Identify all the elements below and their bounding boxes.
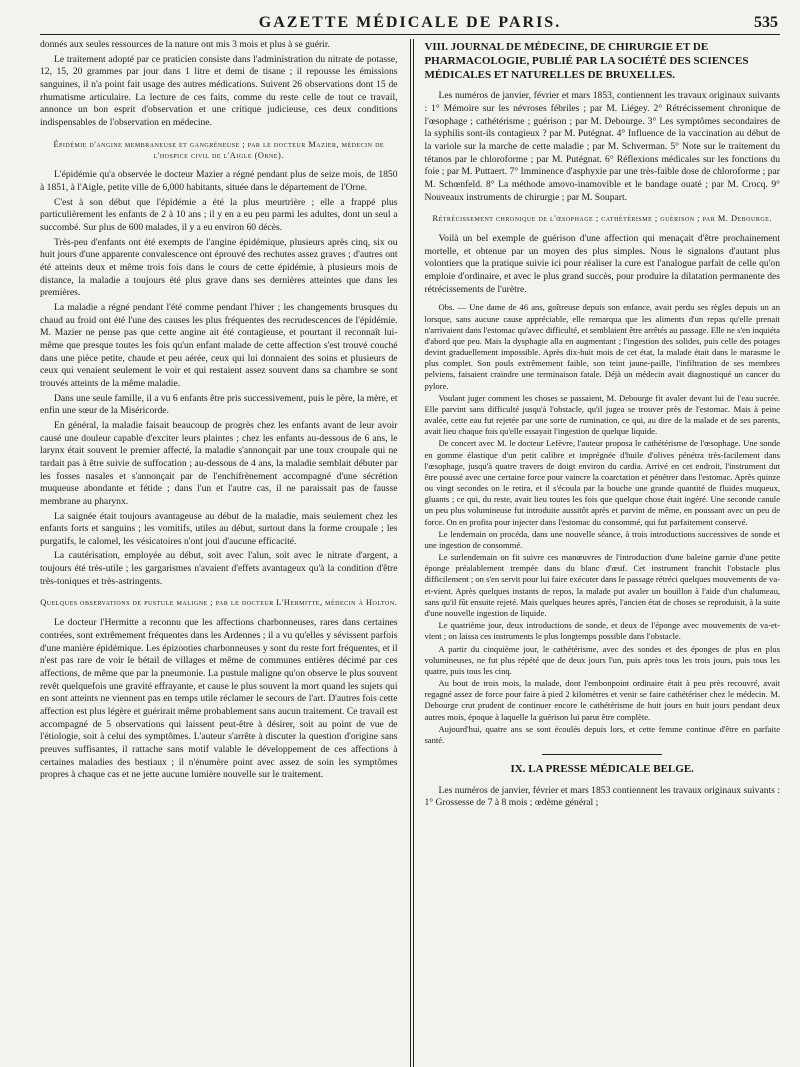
article-paragraph: En général, la maladie faisait beaucoup de progrès chez les enfants avant de leur avoir causé une douleur capable d'exciter leurs plaintes ; chez les enfants au-dessous de 6 ans, le larynx était souvent le premier affecté, la maladie s'annonçait par une toux croupale qui ne tardait pas à être suivie de suffocation ; au-dessous de 4 ans, la maladie semblait débuter par les fosses nasales et s'annonçait par de l'enchifrènement accompagné d'une sécrétion muqueuse abondante et fétide ; dans l'un et l'autre cas, il ne paraissait pas de fausse membrane au pharynx. <box>40 419 398 507</box>
article-paragraph: La cautérisation, employée au début, soit avec l'alun, soit avec le nitrate d'argent, a toujours été très-utile ; les gargarismes n'avaient d'effets avantageux qu'à la condition d'être très-toniques et très-astringents. <box>40 550 398 587</box>
journal-title: GAZETTE MÉDICALE DE PARIS. <box>258 14 562 31</box>
two-column-body <box>40 39 780 1067</box>
observation-paragraph: Le lendemain on procéda, dans une nouvelle séance, à trois introductions successives de sonde et une ingestion de consommé. <box>424 528 781 550</box>
right-column <box>418 39 780 1067</box>
intro-paragraph: Le traitement adopté par ce praticien consiste dans l'administration du nitrate de potasse, 12, 15, 20 grammes par jour dans 1 litre et demi de tisane ; il repousse les émissions sanguines, il n'a point fait usage des autres médications. Suivent 26 observations dont 15 de rhumatisme articulaire. La lecture de ces faits, comme du reste celle de tout ce travail, annonce un bon esprit d'observation et une critique judicieuse, ces deux conditions indispensables de l'observation en médecine. <box>40 53 398 128</box>
article-paragraph: C'est à son début que l'épidémie a été la plus meurtrière ; elle a frappé plus particulièrement les enfants de 2 à 10 ans ; il y en a eu peu parmi les adultes, dont un seul a succombé. Sur plus de 600 malades, il y a eu environ 60 décès. <box>40 196 398 234</box>
article-paragraph: Voilà un bel exemple de guérison d'une affection qui menaçait d'être prochainement mortelle, et obtenue par un moyen des plus simples. Nous le signalons d'autant plus volontiers que la pratique suivie ici pour réaliser la cure est l'analogue parfait de celle qu'on emploie d'ordinaire, et avec le plus grand succès, pour produire la dilatation permanente des rétrécissements de l'urètre. <box>424 233 781 295</box>
section-paragraph: Les numéros de janvier, février et mars 1853 contiennent les travaux originaux suivants : 1° Grossesse de 7 à 8 mois ; œdème général ; <box>424 784 781 809</box>
observation-paragraph: A partir du cinquième jour, le cathétérisme, avec des sondes et des éponges de plus en plus volumineuses, ne fut plus répété que de deux jours l'un, puis après tous les trois jours, puis tous les quatre, puis tous les cinq. <box>424 643 781 676</box>
article-paragraph: Très-peu d'enfants ont été exempts de l'angine épidémique, plusieurs après cinq, six ou huit jours d'une apparente convalescence ont éprouvé des rechutes assez graves ; d'autres ont été atteints deux et même trois fois dans le cours de cette épidémie, à plusieurs mois de distance, la maladie a toujours été plus grave dans ses dernières atteintes que dans les premières. <box>40 236 398 299</box>
observation-paragraph: Aujourd'hui, quatre ans se sont écoulés depuis lors, et cette femme continue d'être en parfaite santé. <box>424 723 781 745</box>
intro-paragraph: donnés aux seules ressources de la nature ont mis 3 mois et plus à se guérir. <box>40 39 330 50</box>
observation-paragraph: Le quatrième jour, deux introductions de sonde, et deux de l'éponge avec mouvements de va-et-vient ; on laissa ces instruments le plus longtemps possible dans l'obstacle. <box>424 620 781 642</box>
observation-paragraph: De concert avec M. le docteur Lefèvre, l'auteur proposa le cathétérisme de l'œsophage. Une sonde en gomme élastique d'un petit calibre et imprégnée d'huile d'olives pénétra très-facilement dans l'œsophage, jusqu'à quatre travers de doigt environ du cardia. Arrivé en cet endroit, l'instrument dut être poussé avec une certaine force pour vaincre la coarctation et pénétrer dans l'estomac. Après quinze ou vingt secondes on le retira, et il s'écoula par la bouche une grande quantité de fluides muqueux, gluants ; ce qui, du reste, avait lieu toutes les fois que quelque chose était ingéré. Une seconde canule un peu plus volumineuse fut introduite aussitôt après et parvint de même, en poussant avec un peu de force. On en profita pour injecter dans l'estomac du consommé, qui fut parfaitement conservé. <box>424 438 781 527</box>
article-paragraph: Dans une seule famille, il a vu 6 enfants être pris successivement, puis le père, la mère, et enfin une sœur de la Miséricorde. <box>40 392 398 417</box>
article-heading: Quelques observations de pustule maligne ; par le docteur L'Hermitte, médecin à Holton. <box>40 598 398 608</box>
section-heading: IX. LA PRESSE MÉDICALE BELGE. <box>510 763 694 776</box>
observation-paragraph: Obs. — Une dame de 46 ans, goîtreuse depuis son enfance, avait perdu ses règles depuis un an lorsque, sans aucune cause appréciable, elle remarqua que les aliments d'un repas qu'elle prenait n'arrivaient dans l'estomac qu'avec difficulté, et semblaient être arrêtés au passage. Elle ne s'en inquiéta d'abord que peu. Mais la dysphagie alla en augmentant ; l'ingestion des solides, puis celle des potages devint graduellement impossible. Après dix-huit mois de cet état, la malade était dans le marasme le plus complet. Son pouls extrêmement faible, son teint jaune-paille, l'infiltration de ses membres pelviens, faisaient craindre une terminaison fatale. Déjà un médecin avait diagnostiqué un cancer du pylore. <box>424 302 781 391</box>
article-paragraph: L'épidémie qu'a observée le docteur Mazier a régné pendant plus de seize mois, de 1850 à 1851, à l'Aigle, petite ville de 6,000 habitants, située dans le département de l'Orne. <box>40 169 398 194</box>
article-paragraph: La maladie a régné pendant l'été comme pendant l'hiver ; les changements brusques du chaud au froid ont été l'une des causes les plus fréquentes des recrudescences de l'épidémie. M. Mazier ne pense pas que cette angine ait été contagieuse, et pourtant il reconnaît lui-même que presque toutes les fois qu'un enfant malade de cette affection s'est trouvé couché dans une pièce petite, chaude et peu aérée, ceux qui lui donnaient des soins et plusieurs de ceux qui venaient seulement le voir et qui restaient assez souvent dans sa chambre se sont trouvés atteints de la même maladie. <box>40 302 398 389</box>
page-number: 535 <box>754 14 778 31</box>
article-paragraph: Le docteur l'Hermitte a reconnu que les affections charbonneuses, rares dans certaines contrées, sont extrêmement fréquentes dans les Ardennes ; il a vu qu'elles y sévissent parfois d'une manière épidémique. Les épizooties charbonneuses y sont du reste fort fréquentes, et il n'est pas rare de voir le bétail de villages et même de communes entières décimé par ces affections, de même que par la pneumonie. La pustule maligne qu'on observe le plus souvent revêt quelquefois une gravité effrayante, et cause le plus souvent la mort quand les sujets qui en sont atteints ne viennent pas en temps utile réclamer le secours de l'art. D'autres fois cette affection est plus légère et guérirait même probablement sans aucun traitement. Ce travail est accompagné de 5 observations qui laissent peut-être à désirer, soit au point de vue de l'étiologie, soit à celui des symptômes. L'auteur s'arrête à discuter la question d'origine sans preuves suffisantes, il rattache sans motif valable le développement de ces affections à certaines maladies des bestiaux ; il n'énumère point avec assez de soin les symptômes propres à chaque cas et ne jette aucune lumière nouvelle sur le traitement. <box>40 617 398 781</box>
article-heading: Rétrécissement chronique de l'œsophage ; cathétérisme ; guérison ; par M. Debourge. <box>432 214 772 224</box>
section-heading: VIII. JOURNAL DE MÉDECINE, DE CHIRURGIE ET DE PHARMACOLOGIE, PUBLIÉ PAR LA SOCIÉTÉ DES SCIENCES MÉDICALES ET NATURELLES DE BRUXELLES. <box>424 41 749 81</box>
article-heading: Épidémie d'angine membraneuse et gangréneuse ; par le docteur Mazier, médecin de l'hospice civil de l'Aigle (Orne). <box>53 139 385 160</box>
article-paragraph: La saignée était toujours avantageuse au début de la maladie, mais seulement chez les enfants forts et sanguins ; les vomitifs, utiles au début, surtout dans la forme croupale ; les purgatifs, le calomel, les vésicatoires n'ont joui d'aucune efficacité. <box>40 510 398 547</box>
section-separator <box>542 754 662 755</box>
page-header <box>40 12 780 35</box>
left-column <box>40 39 406 1067</box>
observation-paragraph: Le surlendemain on fit suivre ces manœuvres de l'introduction d'une baleine garnie d'une petite éponge préalablement trempée dans du blanc d'œuf. Cet instrument franchit l'obstacle plus difficilement ; on s'en servit pour lui faire exécuter dans le passage rétréci quelques mouvements de va-et-vient. Après quelques instants de repos, la malade put avaler un bouillon à l'aide d'un chalumeau, sans qu'il fût ensuite rejeté. Mais quelques heures après, l'ancien état de choses se reproduisit, à la suite d'une nouvelle ingestion de liquide. <box>424 552 781 618</box>
observation-block <box>424 302 780 746</box>
section-paragraph: Les numéros de janvier, février et mars 1853, contiennent les travaux originaux suivants : 1° Mémoire sur les névroses fébriles ; par M. Liégey. 2° Rétrécissement chronique de l'œsophage ; cathétérisme ; guérison ; par M. Debourge. 3° Les symptômes secondaires de la syphilis sont-ils contagieux ? par M. Putégnat. 4° Influence de la vaccination au début de la variole sur la marche de cette maladie ; par M. Schverman. 5° Note sur le traitement du tétanos par le chloroforme ; par M. Putégnat. 6° Réflexions médicales sur les fonctions du foie ; par M. Puttaert. 7° Imminence d'asphyxie par une très-faible dose de chloroforme ; par M. Schœnfeld. 8° La méthode amovo-inamovible et le bandage ouaté ; par M. Crocq. 9° Nouveaux instruments de chirurgie ; par M. Soupart. <box>424 90 781 203</box>
observation-paragraph: Au bout de trois mois, la malade, dont l'embonpoint ordinaire était à peu près recouvré, avait regagné assez de force pour faire à pied 2 kilomètres et venir se faire cathétériser chez le médecin. M. Debourge crut prudent de continuer encore le cathétérisme de huit jours en huit jours pendant deux autres mois, époque à laquelle la guérison lui parut être complète. <box>424 678 781 722</box>
observation-paragraph: Voulant juger comment les choses se passaient, M. Debourge fit avaler devant lui de l'eau sucrée. Elle parvint sans difficulté jusqu'à l'obstacle, qu'il jugea se trouver près de l'estomac. Mais à peine avalée, cette eau fut rejetée par une sorte de rumination, ce qui, au dire de la malade et de ses parents, avait lieu chaque fois qu'elle essayait l'ingestion de quelque liquide. <box>424 392 781 437</box>
column-rule <box>410 39 415 1067</box>
